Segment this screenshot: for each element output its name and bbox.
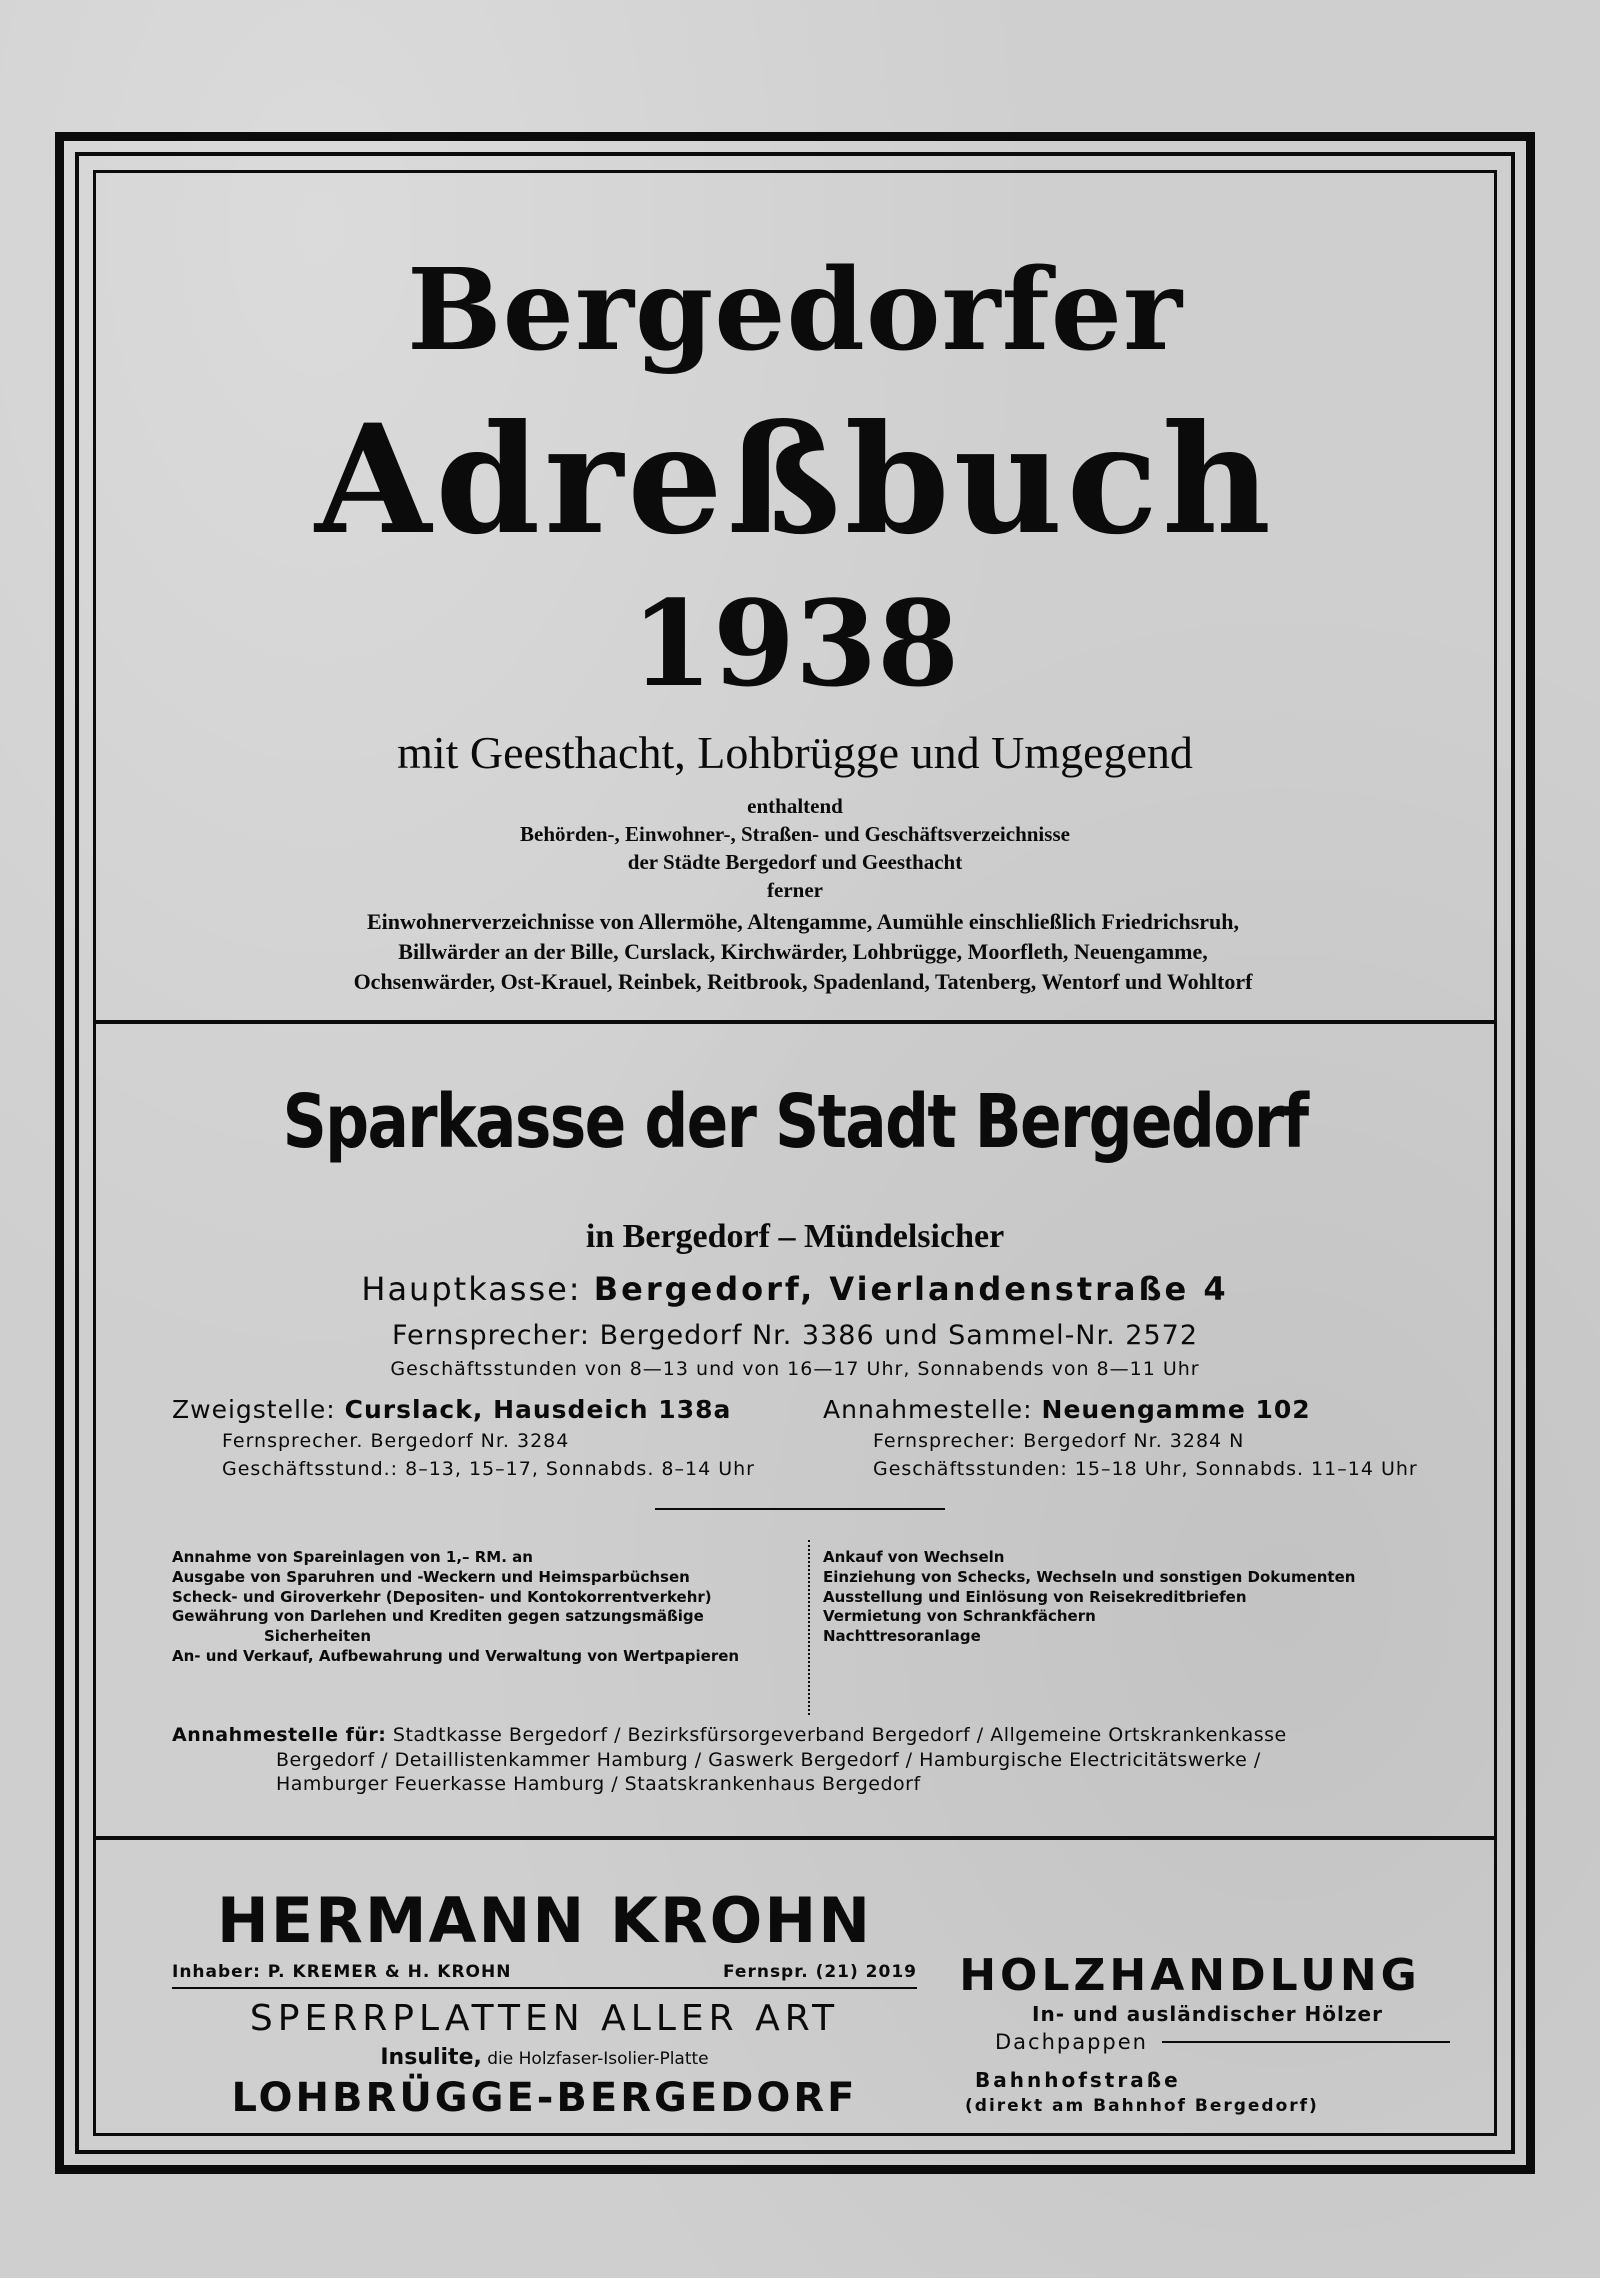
annahmestelle-phone: Fernsprecher: Bergedorf Nr. 3284 N [873,1430,1245,1452]
title-year: 1938 [630,574,960,713]
service-item: An- und Verkauf, Aufbewahrung und Verwaltung von Wertpapieren [172,1646,740,1665]
service-item: Nachttresoranlage [823,1627,981,1646]
zweigstelle-heading [172,1395,812,1424]
section-divider-bottom [93,1836,1497,1840]
holzhandlung-dachpappen [965,2030,1450,2054]
zweigstelle-address: Curslack, Hausdeich 138a [344,1395,732,1424]
sparkasse-title: Sparkasse der Stadt Bergedorf [282,1079,1308,1165]
krohn-phone: Fernspr. (21) 2019 [723,1962,917,1982]
short-separator [655,1508,945,1510]
krohn-company-name: HERMANN KROHN [216,1884,873,1957]
holzhandlung-street: Bahnhofstraße [975,2068,1181,2092]
title-bergedorfer: Bergedorfer [407,245,1183,376]
zweigstelle-phone: Fernsprecher. Bergedorf Nr. 3284 [222,1430,570,1452]
service-item: Sicherheiten [264,1627,372,1646]
title-adressbuch: Adreßbuch [314,392,1276,568]
service-item: Vermietung von Schrankfächern [823,1607,1096,1626]
service-item: Einziehung von Schecks, Wechseln und sonstigen Dokumenten [823,1567,1356,1586]
krohn-insulite-line [172,2045,917,2070]
villages-line-1: Einwohnerverzeichnisse von Allermöhe, Altengamme, Aumühle einschließlich Friedrichsruh, [366,909,1240,934]
annahmestelle-fuer-label: Annahmestelle für: [172,1724,387,1746]
annahmestelle-label: Annahmestelle: [823,1395,1033,1424]
service-item: Ausgabe von Sparuhren und -Weckern und Heimsparbüchsen [172,1567,690,1586]
services-column-divider [808,1540,812,1715]
holzhandlung-street-note: (direkt am Bahnhof Bergedorf) [965,2096,1319,2116]
annahmestelle-fuer-line-2: Bergedorf / Detaillistenkammer Hamburg / Gaswerk Bergedorf / Hamburgische Electricitätswerke / [276,1748,1261,1771]
services-right-list [823,1548,1463,1647]
villages-line-2: Billwärder an der Bille, Curslack, Kirchwärder, Lohbrügge, Moorfleth, Neuengamme, [398,939,1208,964]
hauptkasse-phone: Fernsprecher: Bergedorf Nr. 3386 und Sammel-Nr. 2572 [391,1320,1199,1351]
dachpappen-rule [1162,2041,1450,2043]
zweigstelle-label: Zweigstelle: [172,1395,336,1424]
annahmestelle-heading [823,1395,1463,1424]
annahmestelle-fuer-line-3: Hamburger Feuerkasse Hamburg / Staatskrankenhaus Bergedorf [276,1773,921,1796]
annahmestelle-fuer-line-1: Stadtkasse Bergedorf / Bezirksfürsorgeverband Bergedorf / Allgemeine Ortskrankenkasse [392,1724,1287,1746]
service-item: Ausstellung und Einlösung von Reisekreditbriefen [823,1587,1247,1606]
krohn-product: SPERRPLATTEN ALLER ART [249,1998,840,2039]
krohn-owner-line [172,1962,917,1982]
holzhandlung-title: HOLZHANDLUNG [959,1950,1421,2001]
krohn-city: LOHBRÜGGE-BERGEDORF [231,2075,858,2121]
villages-line-3: Ochsenwärder, Ost-Krauel, Reinbek, Reitbrook, Spadenland, Tatenberg, Wentorf und Wohltorf [353,969,1253,994]
hauptkasse-address: Bergedorf, Vierlandenstraße 4 [593,1270,1229,1308]
contains-line-2: der Städte Bergedorf und Geesthacht [627,850,963,874]
services-left-list [172,1548,812,1667]
krohn-rule [172,1987,917,1989]
sparkasse-place: in Bergedorf – Mündelsicher [585,1218,1005,1255]
further-label: ferner [767,878,823,902]
annahmestelle-address: Neuengamme 102 [1041,1395,1311,1424]
zweigstelle-hours: Geschäftsstund.: 8–13, 15–17, Sonnabds. 8–14 Uhr [222,1458,755,1480]
hauptkasse-line [93,1270,1497,1308]
hauptkasse-hours: Geschäftsstunden von 8—13 und von 16—17 Uhr, Sonnabends von 8—11 Uhr [390,1358,1200,1380]
zweigstelle-block [172,1395,812,1480]
krohn-insulite-rest: die Holzfaser-Isolier-Platte [487,2049,709,2069]
annahmestelle-fuer-block [172,1723,1472,1797]
holzhandlung-subtitle: In- und ausländischer Hölzer [1032,2002,1383,2026]
section-divider-top [93,1020,1497,1024]
krohn-owner: Inhaber: P. KREMER & H. KROHN [172,1962,512,1982]
subtitle: mit Geesthacht, Lohbrügge und Umgegend [397,727,1193,778]
service-item: Gewährung von Darlehen und Krediten gegen satzungsmäßige [172,1607,704,1626]
contains-label: enthaltend [747,794,843,818]
service-item: Scheck- und Giroverkehr (Depositen- und Kontokorrentverkehr) [172,1587,712,1606]
service-item: Ankauf von Wechseln [823,1548,1005,1566]
dachpappen-label: Dachpappen [995,2030,1148,2054]
annahmestelle-block [823,1395,1463,1480]
krohn-insulite-bold: Insulite, [380,2045,482,2070]
service-item: Annahme von Spareinlagen von 1,– RM. an [172,1548,533,1566]
contains-line-1: Behörden-, Einwohner-, Straßen- und Geschäftsverzeichnisse [520,822,1070,846]
hauptkasse-label: Hauptkasse: [361,1270,582,1308]
annahmestelle-hours: Geschäftsstunden: 15–18 Uhr, Sonnabds. 11–14 Uhr [873,1458,1418,1480]
holzhandlung-address [965,2068,1450,2116]
